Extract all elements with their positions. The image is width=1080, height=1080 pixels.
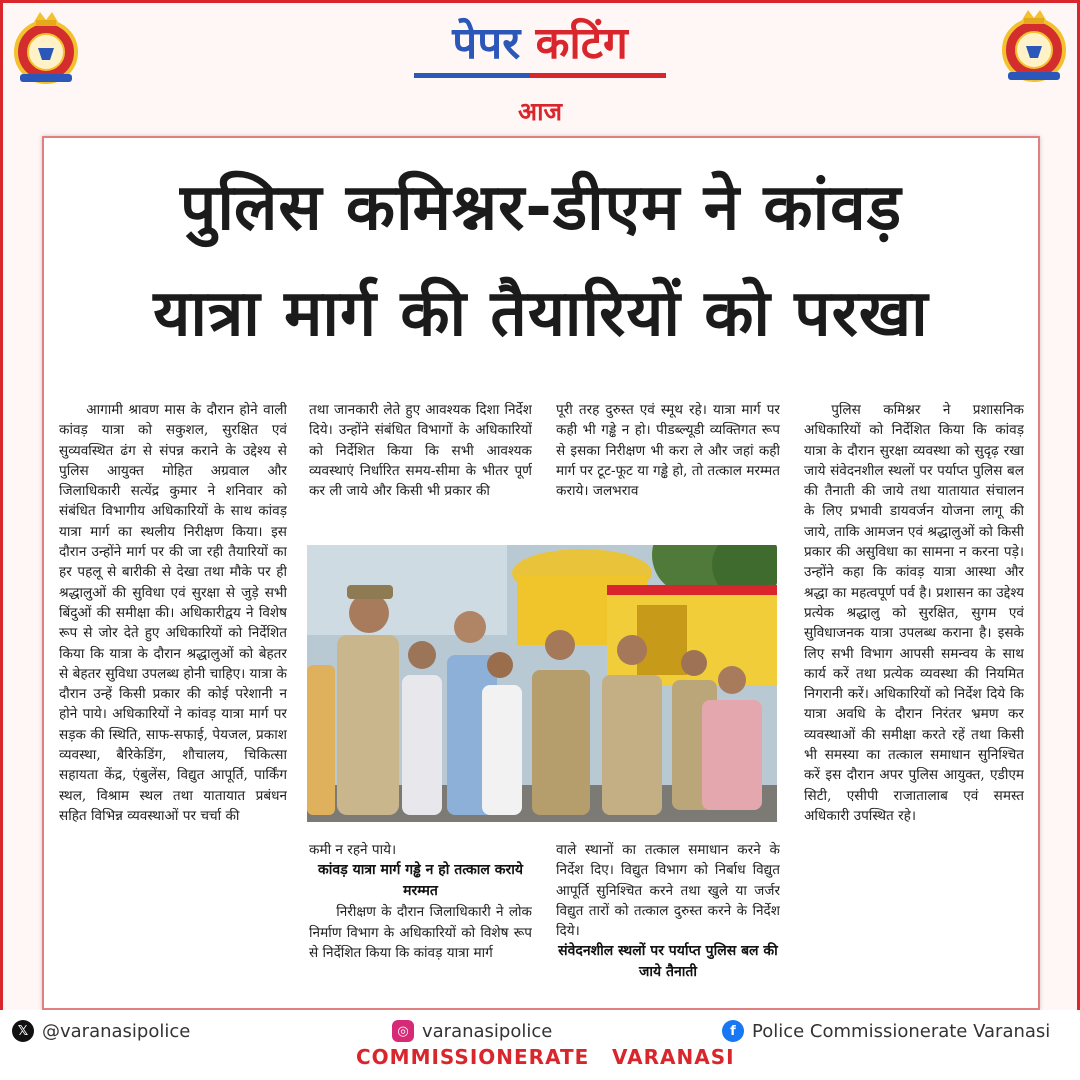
article-paragraph: तथा जानकारी लेते हुए आवश्यक दिशा निर्देश दिये। उन्होंने संबंधित विभागों के अधिकारियों को निर्देशित किया कि सभी आवश्यक व्यवस्थाएं निर्धारित समय-सीमा के भीतर पूर्ण कर ली जाये और किसी भी प्रकार की [309, 402, 532, 500]
brand-word-varanasi: VARANASI [612, 1045, 735, 1069]
article-paragraph: निरीक्षण के दौरान जिलाधिकारी ने लोक निर्माण विभाग के अधिकारियों को विशेष रूप से निर्देशित किया कि कांवड़ यात्रा मार्ग [309, 904, 532, 961]
facebook-logo-icon: f [722, 1020, 744, 1042]
headline-line-1: पुलिस कमिश्नर-डीएम ने कांवड़ [180, 171, 902, 245]
article-subhead: कांवड़ यात्रा मार्ग गड्ढे न हो तत्काल कराये मरम्मत [318, 862, 523, 900]
x-logo-icon: 𝕏 [12, 1020, 34, 1042]
article-column-4 [804, 400, 1024, 1000]
brand-word-commissionerate: COMMISSIONERATE [356, 1045, 590, 1069]
headline-line-2: यात्रा मार्ग की तैयारियों को परखा [153, 277, 929, 351]
article-subhead: संवेदनशील स्थलों पर पर्याप्त पुलिस बल की जाये तैनाती [558, 943, 778, 981]
newspaper-source: आज [517, 97, 563, 126]
facebook-page-name: Police Commissionerate Varanasi [752, 1020, 1051, 1042]
instagram-link[interactable] [392, 1020, 552, 1042]
instagram-logo-icon: ◎ [392, 1020, 414, 1042]
title-word-paper: पेपर [452, 18, 521, 69]
title-underline-blue [414, 73, 530, 78]
article-paragraph: पुलिस कमिश्नर ने प्रशासनिक अधिकारियों को निर्देशित किया कि कांवड़ यात्रा के दौरान सुरक्षा व्यवस्था को सुदृढ़ रखा जाये संवेदनशील स्थलों पर पर्याप्त पुलिस बल की तैनाती की जाये तथा यातायात संचालन के लिए प्रभावी डायवर्जन योजना लागू की जाये, ताकि आमजन एवं श्रद्धालुओं को किसी प्रकार की असुविधा का सामना न करना पड़े। उन्होंने कहा कि कांवड़ यात्रा आस्था और श्रद्धा का महत्वपूर्ण पर्व है। प्रशासन का उद्देश्य प्रत्येक श्रद्धालु को सुरक्षित, सुगम एवं सुविधाजनक यात्रा उपलब्ध कराना है। इसके लिए सभी विभाग आपसी समन्वय के साथ कार्य करें तथा प्रत्येक व्यवस्था की नियमित निगरानी करें। अधिकारियों को निर्देश दिये कि यात्रा अवधि के दौरान निरंतर भ्रमण कर व्यवस्थाओं की समीक्षा करते रहें तथा किसी भी समस्या का तत्काल समाधान सुनिश्चित करें इस दौरान अपर पुलिस आयुक्त, एडीएम सिटी, एसीपी राजातालाब एवं समस्त अधिकारी उपस्थित रहे। [804, 402, 1024, 824]
article-column-3-bottom [556, 840, 780, 1004]
facebook-link[interactable] [722, 1020, 1050, 1042]
article-paragraph: वाले स्थानों का तत्काल समाधान करने के निर्देश दिए। विद्युत विभाग को निर्बाध विद्युत आपूर्ति सुनिश्चित करने तथा खुले या जर्जर विद्युत तारों को तत्काल दुरुस्त करने के निर्देश दिये। [556, 842, 780, 940]
title-word-cutting: कटिंग [535, 18, 628, 69]
article-paragraph: आगामी श्रावण मास के दौरान होने वाली कांवड़ यात्रा को सकुशल, सुरक्षित एवं सुव्यवस्थित ढंग से संपन्न कराने के उद्देश्य से पुलिस आयुक्त मोहित अग्रवाल और जिलाधिकारी सत्येंद्र कुमार ने शनिवार को संबंधित विभागीय अधिकारियों के साथ कांवड़ यात्रा मार्ग का स्थलीय निरीक्षण किया। इस दौरान उन्होंने मार्ग पर की जा रही तैयारियों का हर पहलू से बारीकी से देखा तथा मौके पर ही श्रद्धालुओं की सुविधा एवं सुरक्षा से जुड़े सभी बिंदुओं की समीक्षा की। अधिकारीद्वय ने विशेष रूप से जोर देते हुए अधिकारियों को निर्देशित किया कि यात्रा के दौरान श्रद्धालुओं को बेहतर से बेहतर सुविधा उपलब्ध होनी चाहिए। यात्रा के दौरान उन्हें किसी प्रकार की कोई परेशानी न होने पाये। अधिकारियों ने कांवड़ यात्रा मार्ग पर सड़क की स्थिति, साफ-सफाई, पेयजल, प्रकाश व्यवस्था, बैरिकेडिंग, शौचालय, चिकित्सा सहायता केंद्र, एंबुलेंस, विद्युत आपूर्ति, पार्किंग स्थल, विश्राम स्थल तथा यातायात प्रबंधन सहित विभिन्न व्यवस्थाओं पर चर्चा की [59, 402, 287, 824]
title-underline-red [530, 73, 666, 78]
article-column-2-bottom [309, 840, 532, 1004]
article-paragraph: कमी न रहने पाये। [309, 842, 397, 858]
article-column-3-top [556, 400, 780, 542]
article-column-2-top [309, 400, 532, 542]
page-title [0, 12, 1080, 76]
news-photo [307, 545, 777, 822]
article-paragraph: पूरी तरह दुरुस्त एवं स्मूथ रहे। यात्रा मार्ग पर कही भी गड्ढे न हो। पीडब्ल्यूडी व्यक्तिगत रूप से इसका निरीक्षण भी करा ले और जहां कही मार्ग पर टूट-फूट या गड्ढे हो, तो तत्काल मरम्मत कराये। जलभराव [556, 402, 780, 500]
x-handle: @varanasipolice [42, 1020, 191, 1042]
instagram-handle: varanasipolice [422, 1020, 553, 1042]
article-column-1 [59, 400, 287, 1000]
x-link[interactable] [12, 1020, 190, 1042]
